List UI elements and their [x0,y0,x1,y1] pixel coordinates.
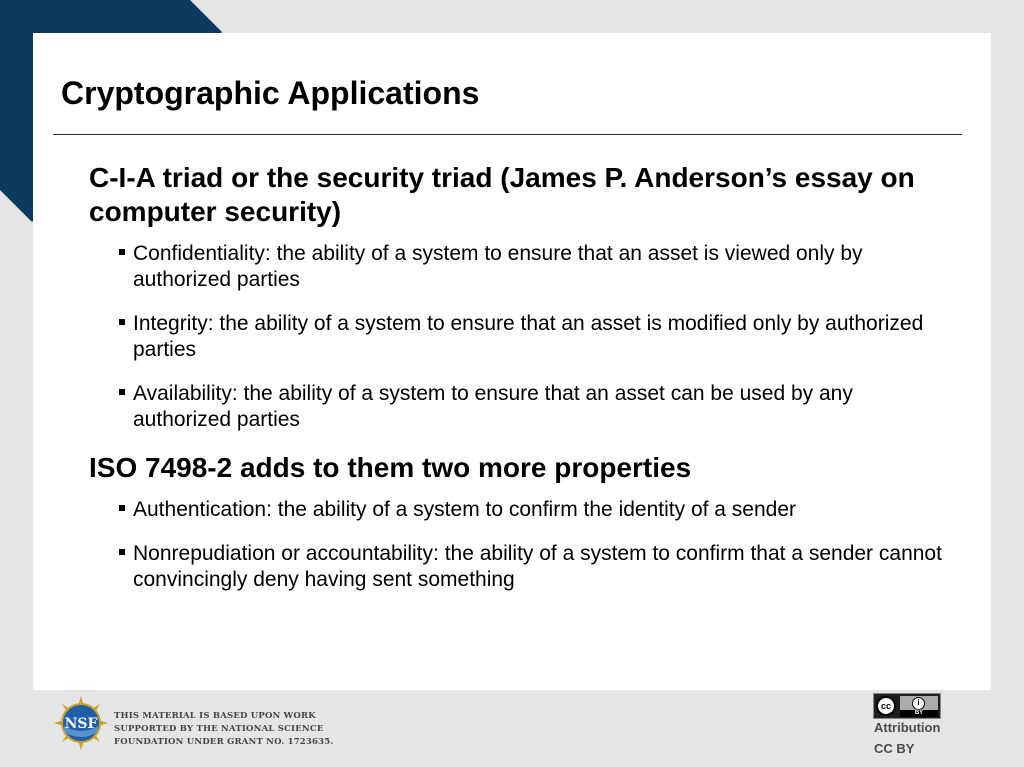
bullet-item [119,311,949,363]
badge-by-text: BY [900,710,938,717]
bullet-text: Nonrepudiation or accountability: the ability of a system to confirm that a sender cannot convincingly deny having sent something [133,542,942,591]
section-heading-cia: C-I-A triad or the security triad (James P. Anderson’s essay on computer security) [89,162,915,227]
bullet-text: Authentication: the ability of a system to confirm the identity of a sender [133,498,797,521]
bullet-item [119,541,949,593]
cc-by-license-badge [873,693,941,719]
bullet-item [119,241,949,293]
bullet-list-iso [89,497,949,593]
slide-title: Cryptographic Applications [61,75,480,111]
nsf-grant-notice [114,710,334,749]
square-bullet-icon [119,319,125,325]
license-label: Attribution [874,720,941,735]
square-bullet-icon [119,549,125,555]
bullet-item [119,497,949,523]
square-bullet-icon [119,249,125,255]
square-bullet-icon [119,505,125,511]
slide-footer [0,690,1024,767]
section-heading-iso: ISO 7498-2 adds to them two more properties [89,452,692,483]
slide-card [33,33,991,690]
bullet-text: Confidentiality: the ability of a system to ensure that an asset is viewed only by authorized parties [133,242,863,291]
bullet-item [119,381,949,433]
square-bullet-icon [119,389,125,395]
license-code: CC BY [874,741,915,756]
creative-commons-icon: cc [876,696,896,716]
slide-content [89,161,949,611]
title-divider [53,134,962,135]
bullet-text: Integrity: the ability of a system to ensure that an asset is modified only by authorized parties [133,312,924,361]
svg-text:NSF: NSF [64,716,98,732]
attribution-person-icon: i [912,697,925,710]
nsf-notice-line: SUPPORTED BY THE NATIONAL SCIENCE [114,724,324,734]
nsf-notice-line: FOUNDATION UNDER GRANT NO. 1723635. [114,737,334,747]
nsf-notice-line: THIS MATERIAL IS BASED UPON WORK [114,711,316,721]
bullet-text: Availability: the ability of a system to ensure that an asset can be used by any authorized parties [133,382,853,431]
bullet-list-cia [89,241,949,433]
nsf-logo-icon [54,696,108,750]
